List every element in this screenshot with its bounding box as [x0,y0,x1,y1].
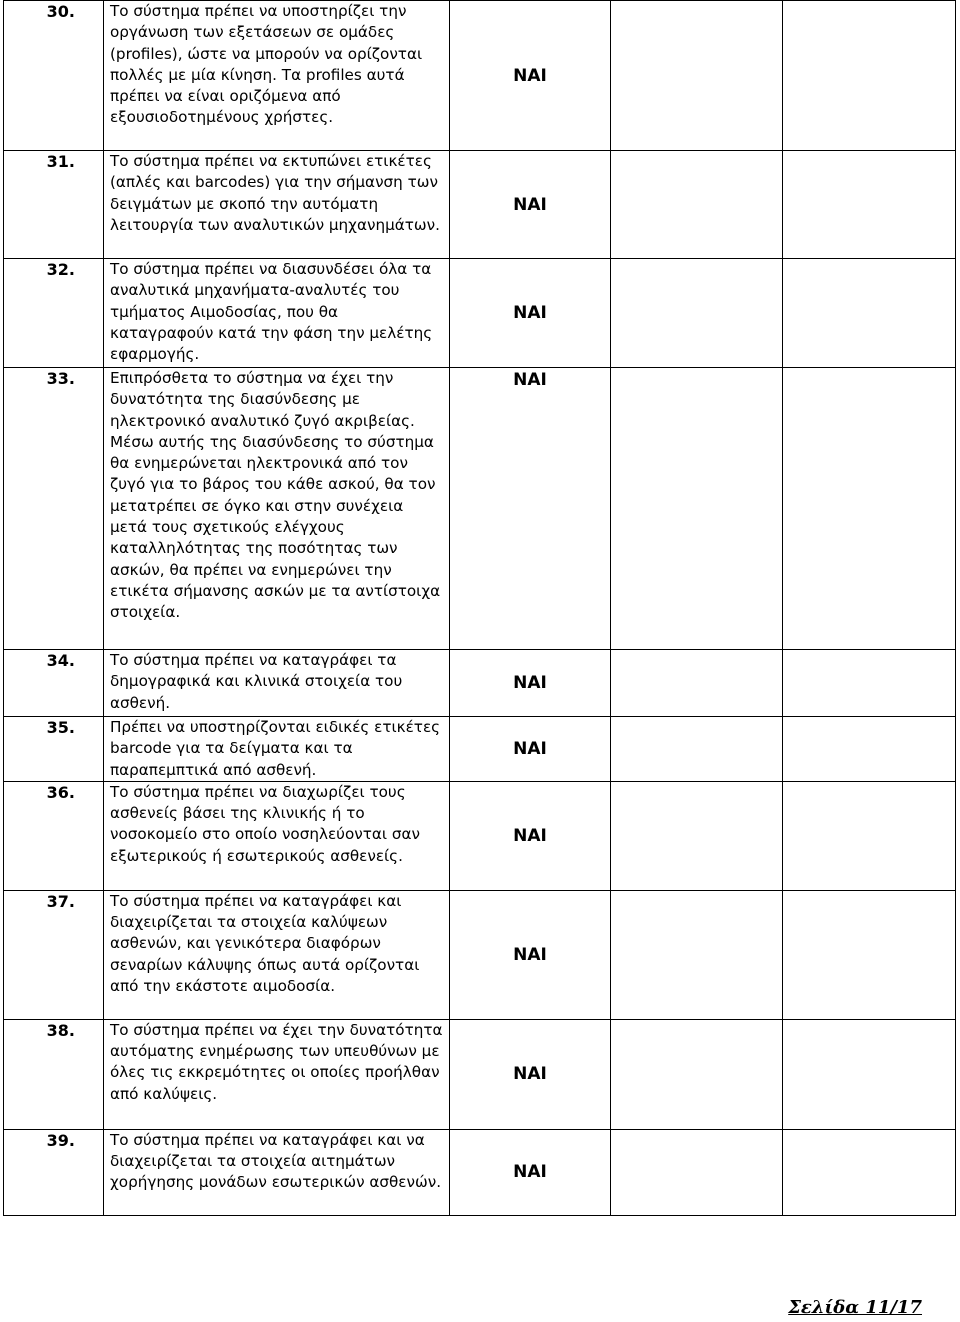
requirement-text: Το σύστημα πρέπει να έχει την δυνατότητα αυτόματης ενημέρωσης των υπευθύνων με όλες τις εκκρεμότητες οι οποίες προήλθαν από καλύψεις. [104,1019,450,1129]
row-number: 39. [4,1129,104,1215]
empty-cell [783,259,956,368]
table-row [4,1019,956,1129]
table-row [4,368,956,650]
requirement-text: Το σύστημα πρέπει να καταγράφει τα δημογραφικά και κλινικά στοιχεία του ασθενή. [104,650,450,717]
compliance-answer: ΝΑΙ [450,717,611,782]
empty-cell [611,781,783,890]
table-row [4,890,956,1019]
empty-cell [611,650,783,717]
requirement-text: Το σύστημα πρέπει να εκτυπώνει ετικέτες (απλές και barcodes) για την σήμανση των δειγμάτων με σκοπό την αυτόματη λειτουργία των αναλυτικών μηχανημάτων. [104,151,450,259]
requirement-text: Το σύστημα πρέπει να υποστηρίζει την οργάνωση των εξετάσεων σε ομάδες (profiles), ώστε να μπορούν να ορίζονται πολλές με μία κίνηση. Τα profiles αυτά πρέπει να είναι οριζόμενα από εξουσιοδοτημένους χρήστες. [104,1,450,151]
row-number: 34. [4,650,104,717]
requirement-text: Το σύστημα πρέπει να καταγράφει και διαχειρίζεται τα στοιχεία καλύψεων ασθενών, και γενικότερα διαφόρων σεναρίων κάλυψης όπως αυτά ορίζονται από την εκάστοτε αιμοδοσία. [104,890,450,1019]
row-number: 36. [4,781,104,890]
table-row [4,151,956,259]
row-number: 35. [4,717,104,782]
requirement-text: Πρέπει να υποστηρίζονται ειδικές ετικέτες barcode για τα δείγματα και τα παραπεμπτικά από ασθενή. [104,717,450,782]
empty-cell [611,1129,783,1215]
requirement-text: Το σύστημα πρέπει να διαχωρίζει τους ασθενείς βάσει της κλινικής ή το νοσοκομείο στο οποίο νοσηλεύονται σαν εξωτερικούς ή εσωτερικούς ασθενείς. [104,781,450,890]
empty-cell [783,890,956,1019]
row-number: 37. [4,890,104,1019]
empty-cell [783,151,956,259]
empty-cell [783,1019,956,1129]
compliance-answer: ΝΑΙ [450,1129,611,1215]
empty-cell [783,717,956,782]
empty-cell [611,717,783,782]
empty-cell [611,259,783,368]
empty-cell [611,151,783,259]
empty-cell [783,368,956,650]
row-number: 32. [4,259,104,368]
empty-cell [783,650,956,717]
requirement-text: Επιπρόσθετα το σύστημα να έχει την δυνατότητα της διασύνδεσης με ηλεκτρονικό αναλυτικό ζυγό ακριβείας. Μέσω αυτής της διασύνδεσης το σύστημα θα ενημερώνεται ηλεκτρονικά από τον ζυγό για το βάρος του κάθε ασκού, θα τον μετατρέπει σε όγκο και στην συνέχεια μετά τους σχετικούς ελέγχους καταλληλότητας της ποσότητας των ασκών, θα πρέπει να ενημερώνει την ετικέτα σήμανσης ασκών με τα αντίστοιχα στοιχεία. [104,368,450,650]
empty-cell [611,1019,783,1129]
empty-cell [611,1,783,151]
table-row [4,781,956,890]
table-row [4,650,956,717]
page-number-footer: Σελίδα 11/17 [788,1297,922,1318]
compliance-answer: ΝΑΙ [450,890,611,1019]
compliance-answer: ΝΑΙ [450,1,611,151]
requirement-text: Το σύστημα πρέπει να καταγράφει και να διαχειρίζεται τα στοιχεία αιτημάτων χορήγησης μονάδων εσωτερικών ασθενών. [104,1129,450,1215]
compliance-answer: ΝΑΙ [450,259,611,368]
table-row [4,1,956,151]
empty-cell [783,1,956,151]
table-row [4,717,956,782]
compliance-answer: ΝΑΙ [450,151,611,259]
empty-cell [611,890,783,1019]
empty-cell [783,781,956,890]
row-number: 33. [4,368,104,650]
compliance-answer: ΝΑΙ [450,368,611,650]
empty-cell [783,1129,956,1215]
compliance-answer: ΝΑΙ [450,781,611,890]
row-number: 30. [4,1,104,151]
row-number: 31. [4,151,104,259]
table-row [4,1129,956,1215]
requirements-table [3,0,956,1216]
compliance-answer: ΝΑΙ [450,1019,611,1129]
table-row [4,259,956,368]
requirement-text: Το σύστημα πρέπει να διασυνδέσει όλα τα αναλυτικά μηχανήματα-αναλυτές του τμήματος Αιμοδοσίας, που θα καταγραφούν κατά την φάση την μελέτης εφαρμογής. [104,259,450,368]
empty-cell [611,368,783,650]
row-number: 38. [4,1019,104,1129]
compliance-answer: ΝΑΙ [450,650,611,717]
